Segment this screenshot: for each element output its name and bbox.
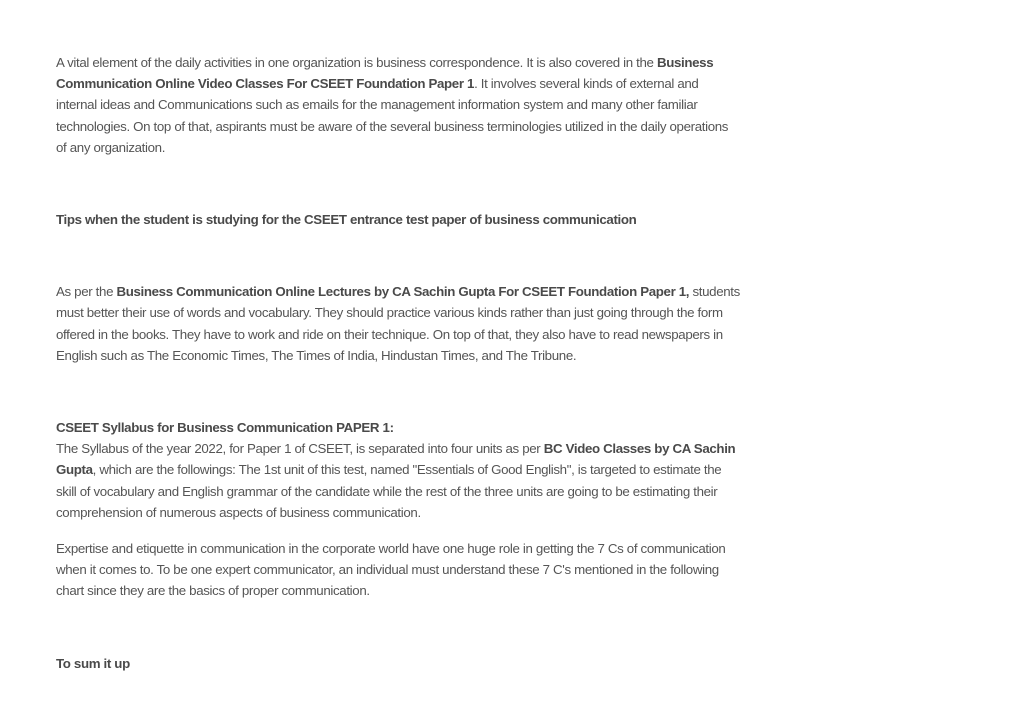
- intro-text-start: A vital element of the daily activities in one organization is business correspondence. It is also covered in the: [56, 55, 657, 70]
- intro-paragraph: [56, 52, 741, 158]
- syllabus-paragraph: [56, 438, 741, 523]
- spacer: [56, 366, 741, 417]
- article-body: [56, 52, 741, 674]
- heading-tips: Tips when the student is studying for the CSEET entrance test paper of business communication: [56, 212, 637, 228]
- syllabus-bold-video-classes: BC Video Classes by CA Sachin Gupta: [56, 441, 736, 478]
- spacer: [56, 523, 741, 538]
- etiquette-paragraph: Expertise and etiquette in communication in the corporate world have one huge role in getting the 7 Cs of communication when it comes to. To be one expert communicator, an individual must understand these 7 C's mentioned in the following chart since they are the basics of proper communication.: [56, 541, 726, 599]
- syllabus-text-start: The Syllabus of the year 2022, for Paper 1 of CSEET, is separated into four units as per: [56, 441, 544, 457]
- intro-text-end: . It involves several kinds of external and internal ideas and Communications such as emails for the management information system and many other familiar technologies. On top of that, aspirants must be aware of the several business terminologies utilized in the daily operations of any organization.: [56, 76, 729, 155]
- tips-paragraph: [56, 281, 741, 366]
- spacer: [56, 230, 741, 281]
- tips-text-start: As per the: [56, 284, 117, 300]
- tips-bold-lectures-title: Business Communication Online Lectures by CA Sachin Gupta For CSEET Foundation Paper 1,: [116, 284, 690, 300]
- intro-bold-course-title: Business Communication Online Video Classes For CSEET Foundation Paper 1: [56, 55, 714, 92]
- heading-syllabus: CSEET Syllabus for Business Communication PAPER 1:: [56, 420, 394, 436]
- spacer: [56, 158, 741, 209]
- syllabus-text-end: , which are the followings: The 1st unit of this test, named "Essentials of Good English", is targeted to estimate the skill of vocabulary and English grammar of the candidate while the rest of the three units are going to be estimating their comprehension of numerous aspects of business communication.: [56, 462, 722, 520]
- spacer: [56, 602, 741, 653]
- heading-sum-up: To sum it up: [56, 655, 130, 671]
- tips-text-end: students must better their use of words and vocabulary. They should practice various kinds rather than just going through the form offered in the books. They have to work and ride on their technique. On top of that, they also have to read newspapers in English such as The Economic Times, The Times of India, Hindustan Times, and The Tribune.: [56, 284, 740, 363]
